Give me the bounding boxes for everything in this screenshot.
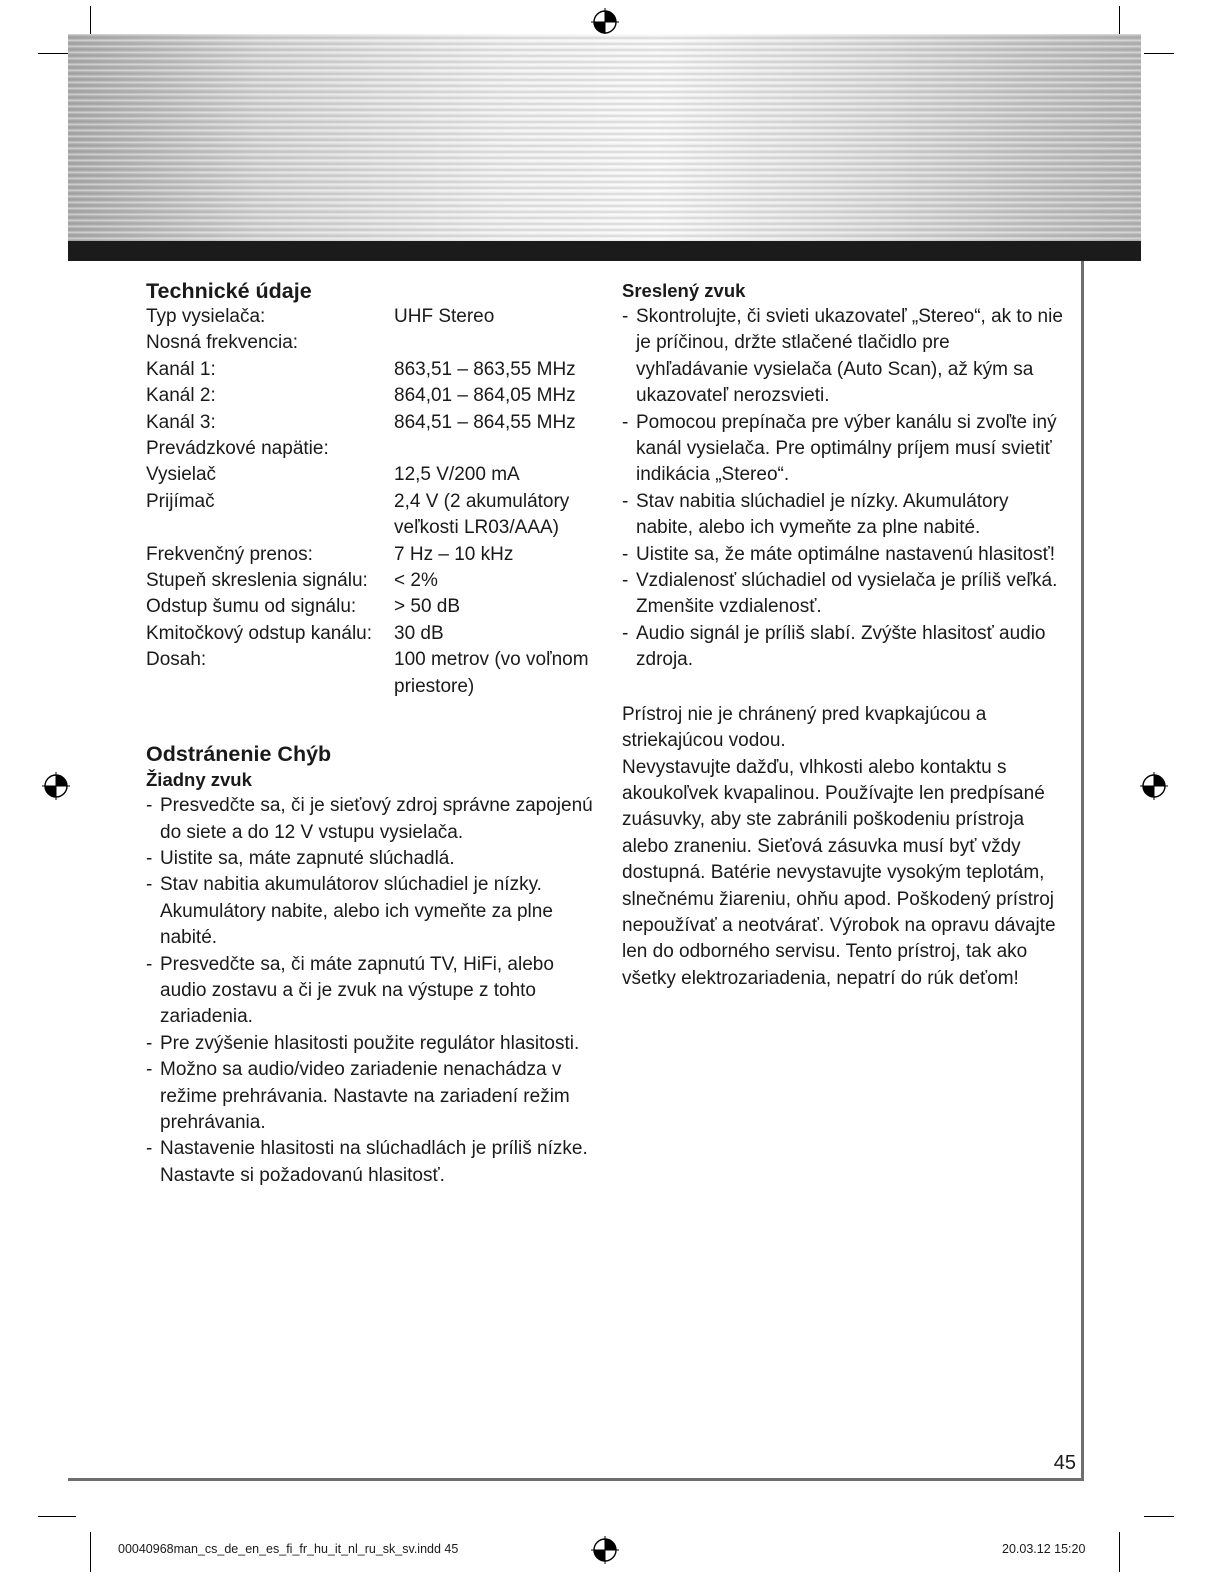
spec-row <box>146 621 596 647</box>
spec-label: Vysielač <box>146 464 217 486</box>
spec-value: 863,51 – 863,55 MHz <box>394 358 576 380</box>
tech-specs-table <box>146 304 596 700</box>
list-item: - Skontrolujte, či svieti ukazovateľ „Stereo“, ak to nie je príčinou, držte stlačené tlačidlo pre vyhľadávanie vysielača (Auto Scan), až kým sa ukazovateľ nerozsvieti. <box>622 304 1067 410</box>
page-number: 45 <box>1053 1452 1076 1474</box>
registration-mark-icon <box>41 771 71 801</box>
header-dark-strip <box>68 241 1141 261</box>
spec-row <box>146 330 596 356</box>
list-item: - Audio signál je príliš slabí. Zvýšte hlasitosť audio zdroja. <box>622 621 1067 674</box>
spec-value: 30 dB <box>394 622 444 644</box>
safety-paragraph-2: Nevystavujte dažďu, vlhkosti alebo kontaktu s akoukoľvek kvapalinou. Používajte len predpísané zuásuvky, aby ste zabránili poškodeniu prístroja alebo zraneniu. Sieťová zásuvka musí byť vždy dostupná. Batérie nevystavujte vysokým teplotám, slnečnému žiareniu, ohňu apod. Poškodený prístroj nepoužívať a neotvárať. Výrobok na opravu dávajte len do odborného servisu. Tento prístroj, tak ako všetky elektrozariadenia, nepatrí do rúk deťom! <box>622 756 1056 989</box>
spec-label: Dosah: <box>146 649 207 671</box>
spec-label: Frekvenčný prenos: <box>146 543 313 565</box>
spec-value: 12,5 V/200 mA <box>394 464 520 486</box>
spec-label: Kanál 1: <box>146 358 216 380</box>
spec-row <box>146 410 596 436</box>
spec-row <box>146 436 596 462</box>
list-item: - Nastavenie hlasitosti na slúchadlách je príliš nízke. Nastavte si požadovanú hlasitosť. <box>146 1136 596 1189</box>
spec-row <box>146 542 596 568</box>
spec-label: Typ vysielača: <box>146 306 266 327</box>
registration-mark-icon <box>590 7 620 37</box>
spec-label: Nosná frekvencia: <box>146 332 299 354</box>
footer-filename: 00040968man_cs_de_en_es_fi_fr_hu_it_nl_ru_sk_sv.indd 45 <box>118 1542 459 1556</box>
spec-label: Prijímač <box>146 490 215 512</box>
spec-value <box>394 330 596 356</box>
spec-value: > 50 dB <box>394 596 461 618</box>
list-item: - Možno sa audio/video zariadenie nenachádza v režime prehrávania. Nastavte na zariadení režim prehrávania. <box>146 1057 596 1136</box>
registration-mark-icon <box>590 1535 620 1565</box>
spec-label: Prevádzkové napätie: <box>146 438 329 460</box>
list-item: - Uistite sa, máte zapnuté slúchadlá. <box>146 846 596 872</box>
header-brushed-metal-banner <box>68 34 1141 241</box>
distorted-sound-list <box>622 304 1067 674</box>
crop-mark-bottom-left-h <box>38 1516 76 1517</box>
list-item: - Presvedčte sa, či je sieťový zdroj správne zapojenú do siete a do 12 V vstupu vysielača. <box>146 793 596 846</box>
spec-label: Stupeň skreslenia signálu: <box>146 570 368 592</box>
spec-row <box>146 594 596 620</box>
spec-label: Kanál 3: <box>146 411 216 433</box>
registration-mark-icon <box>1139 771 1169 801</box>
spec-value <box>394 436 596 462</box>
list-item: - Pomocou prepínača pre výber kanálu si zvoľte iný kanál vysielača. Pre optimálny príjem musí svietiť indikácia „Stereo“. <box>622 410 1067 489</box>
safety-paragraph-1: Prístroj nie je chránený pred kvapkajúcou a striekajúcou vodou. <box>622 703 987 752</box>
no-sound-list <box>146 793 596 1189</box>
spec-label: Kanál 2: <box>146 385 216 407</box>
page-frame-right-rule <box>1081 261 1084 1480</box>
spec-row <box>146 383 596 409</box>
list-item: - Stav nabitia slúchadiel je nízky. Akumulátory nabite, alebo ich vymeňte za plne nabité. <box>622 489 1067 542</box>
spec-row <box>146 647 596 700</box>
troubleshooting-heading: Odstránenie Chýb <box>146 742 332 767</box>
spec-label: Kmitočkový odstup kanálu: <box>146 622 373 644</box>
list-item: - Presvedčte sa, či máte zapnutú TV, HiFi, alebo audio zostavu a či je zvuk na výstupe z tohto zariadenia. <box>146 952 596 1031</box>
spec-value: UHF Stereo <box>394 306 495 327</box>
spec-row <box>146 489 596 542</box>
spec-value: 7 Hz – 10 kHz <box>394 543 514 565</box>
crop-mark-bottom-right-h <box>1144 1516 1174 1517</box>
spec-row <box>146 304 596 330</box>
spec-value: 100 metrov (vo voľnom priestore) <box>394 649 589 697</box>
list-item: - Uistite sa, že máte optimálne nastavenú hlasitosť! <box>622 542 1067 568</box>
spec-row <box>146 462 596 488</box>
spec-row <box>146 357 596 383</box>
list-item: - Pre zvýšenie hlasitosti použite regulátor hlasitosti. <box>146 1031 596 1057</box>
footer-timestamp: 20.03.12 15:20 <box>1002 1542 1086 1556</box>
crop-mark-top-right-h <box>1144 53 1174 54</box>
spec-value: < 2% <box>394 570 438 592</box>
spec-value: 2,4 V (2 akumulátory veľkosti LR03/AAA) <box>394 490 570 539</box>
crop-mark-bottom-right-v <box>1119 1532 1120 1572</box>
spec-row <box>146 568 596 594</box>
spec-label: Odstup šumu od signálu: <box>146 596 357 618</box>
crop-mark-bottom-left-v <box>90 1532 91 1572</box>
page-frame-bottom-rule <box>68 1478 1084 1481</box>
list-item: - Stav nabitia akumulátorov slúchadiel je nízky. Akumulátory nabite, alebo ich vymeňte za plne nabité. <box>146 872 596 951</box>
list-item: - Vzdialenosť slúchadiel od vysielača je príliš veľká. Zmenšite vzdialenosť. <box>622 568 1067 621</box>
left-column <box>146 278 596 1189</box>
tech-specs-heading: Technické údaje <box>146 279 312 303</box>
right-column <box>622 278 1067 992</box>
spec-value: 864,51 – 864,55 MHz <box>394 411 576 433</box>
no-sound-subheading: Žiadny zvuk <box>146 769 252 791</box>
spec-value: 864,01 – 864,05 MHz <box>394 385 576 407</box>
distorted-sound-subheading: Sreslený zvuk <box>622 280 746 301</box>
